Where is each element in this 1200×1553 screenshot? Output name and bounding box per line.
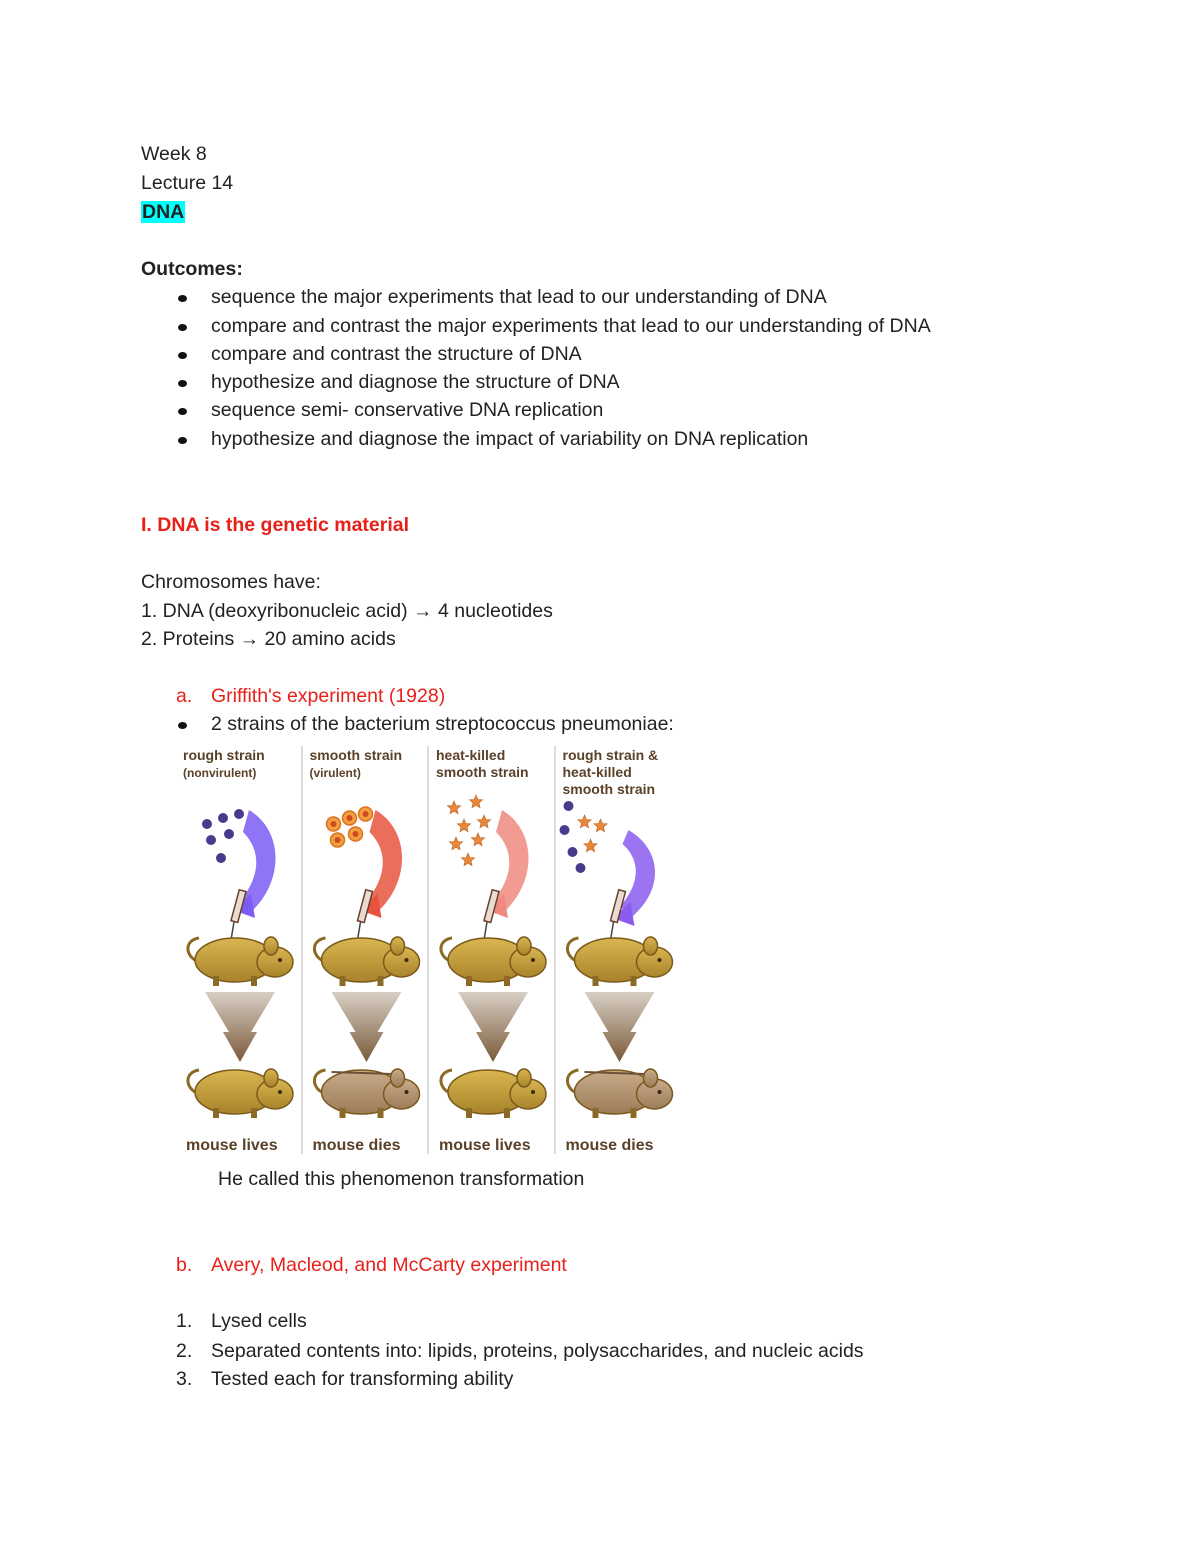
bacterium-dot-icon: [216, 853, 226, 863]
outcome-item: hypothesize and diagnose the structure of DNA: [211, 371, 620, 393]
bacterium-dot-icon: [202, 819, 212, 829]
bullet-icon: [178, 295, 187, 302]
panel-label: rough strain: [183, 747, 265, 763]
strains-bullet: 2 strains of the bacterium streptococcus pneumoniae:: [211, 713, 674, 735]
panel-label: heat-killed: [562, 764, 632, 780]
bacterium-star-icon: [461, 853, 474, 866]
topic-title: [141, 200, 185, 224]
experiment-panel: [310, 747, 420, 1154]
bacteria-group: [447, 795, 490, 866]
chromosome-item: 1. DNA (deoxyribonucleic acid) → 4 nucleotides: [141, 600, 553, 622]
griffith-experiment-figure: [165, 740, 717, 1160]
bullet-icon: [178, 408, 187, 415]
subsection-marker: a.: [176, 685, 193, 707]
bacterium-dot-icon: [218, 813, 228, 823]
bacteria-group: [327, 807, 373, 847]
down-arrow-icon: [585, 992, 655, 1062]
bacterium-star-icon: [578, 815, 591, 828]
bullet-icon: [178, 380, 187, 387]
bacterium-star-icon: [469, 795, 482, 808]
step-number: 3.: [176, 1368, 193, 1390]
bacterium-star-icon: [584, 839, 597, 852]
section-heading: I. DNA is the genetic material: [141, 514, 410, 536]
down-arrow-icon: [332, 992, 402, 1062]
dead-mouse-icon: [314, 1069, 419, 1118]
dead-mouse-icon: [567, 1069, 672, 1118]
bacterium-dot-icon: [234, 809, 244, 819]
bacterium-star-icon: [471, 833, 484, 846]
experiment-panel: [436, 747, 546, 1154]
panel-label: (virulent): [309, 766, 361, 780]
outcome-label: mouse lives: [186, 1137, 278, 1154]
experiment-panel: [560, 747, 673, 1154]
experiment-panel: [183, 747, 293, 1154]
outcome-item: sequence semi- conservative DNA replication: [211, 399, 604, 421]
chromosome-item: 2. Proteins → 20 amino acids: [141, 628, 396, 650]
bacterium-dot-icon: [560, 825, 570, 835]
bacteria-group: [560, 801, 608, 873]
panel-label: heat-killed: [436, 747, 506, 763]
mouse-icon: [441, 1069, 546, 1118]
subsection-marker: b.: [176, 1254, 193, 1276]
curved-arrow-icon: [621, 830, 656, 918]
outcome-item: hypothesize and diagnose the impact of variability on DNA replication: [211, 428, 809, 450]
outcomes-label: Outcomes:: [141, 258, 243, 280]
bacterium-dot-icon: [576, 863, 586, 873]
step-text: Separated contents into: lipids, proteins, polysaccharides, and nucleic acids: [211, 1340, 864, 1362]
panel-label: smooth strain: [562, 781, 656, 797]
outcome-label: mouse lives: [439, 1137, 531, 1154]
mouse-icon: [188, 937, 293, 986]
bullet-icon: [178, 437, 187, 444]
down-arrow-icon: [458, 992, 528, 1062]
bacterium-dot-icon: [206, 835, 216, 845]
bullet-icon: [178, 324, 187, 331]
bullet-icon: [178, 722, 187, 729]
panel-label: smooth strain: [436, 764, 529, 780]
bacterium-star-icon: [477, 815, 490, 828]
bullet-icon: [178, 352, 187, 359]
step-number: 1.: [176, 1310, 193, 1332]
outcome-label: mouse dies: [312, 1137, 401, 1154]
week-label: Week 8: [141, 143, 207, 165]
lecture-label: Lecture 14: [141, 172, 234, 194]
figure-caption: He called this phenomenon transformation: [218, 1168, 585, 1190]
outcome-item: compare and contrast the structure of DNA: [211, 343, 582, 365]
bacterium-dot-icon: [224, 829, 234, 839]
down-arrow-icon: [205, 992, 275, 1062]
curved-arrow-icon: [494, 810, 529, 912]
mouse-icon: [441, 937, 546, 986]
outcome-label: mouse dies: [565, 1137, 654, 1154]
panel-label: (nonvirulent): [183, 766, 257, 780]
bacterium-star-icon: [457, 819, 470, 832]
outcome-item: sequence the major experiments that lead to our understanding of DNA: [211, 286, 827, 308]
subsection-title: Avery, Macleod, and McCarty experiment: [211, 1254, 567, 1276]
outcome-item: compare and contrast the major experiments that lead to our understanding of DNA: [211, 315, 931, 337]
bacteria-group: [202, 809, 244, 863]
mouse-icon: [188, 1069, 293, 1118]
curved-arrow-icon: [241, 810, 276, 912]
panel-label: smooth strain: [309, 747, 403, 763]
topic-highlight: DNA: [142, 201, 185, 223]
bacterium-star-icon: [594, 819, 607, 832]
step-number: 2.: [176, 1340, 193, 1362]
mouse-icon: [567, 937, 672, 986]
bacterium-dot-icon: [568, 847, 578, 857]
bacterium-dot-icon: [564, 801, 574, 811]
subsection-title: Griffith's experiment (1928): [211, 685, 446, 707]
panel-label: rough strain &: [562, 747, 659, 763]
mouse-icon: [314, 937, 419, 986]
bacterium-star-icon: [447, 801, 460, 814]
curved-arrow-icon: [368, 810, 403, 912]
bacterium-star-icon: [449, 837, 462, 850]
step-text: Tested each for transforming ability: [211, 1368, 514, 1390]
chromosomes-intro: Chromosomes have:: [141, 571, 321, 593]
step-text: Lysed cells: [211, 1310, 307, 1332]
